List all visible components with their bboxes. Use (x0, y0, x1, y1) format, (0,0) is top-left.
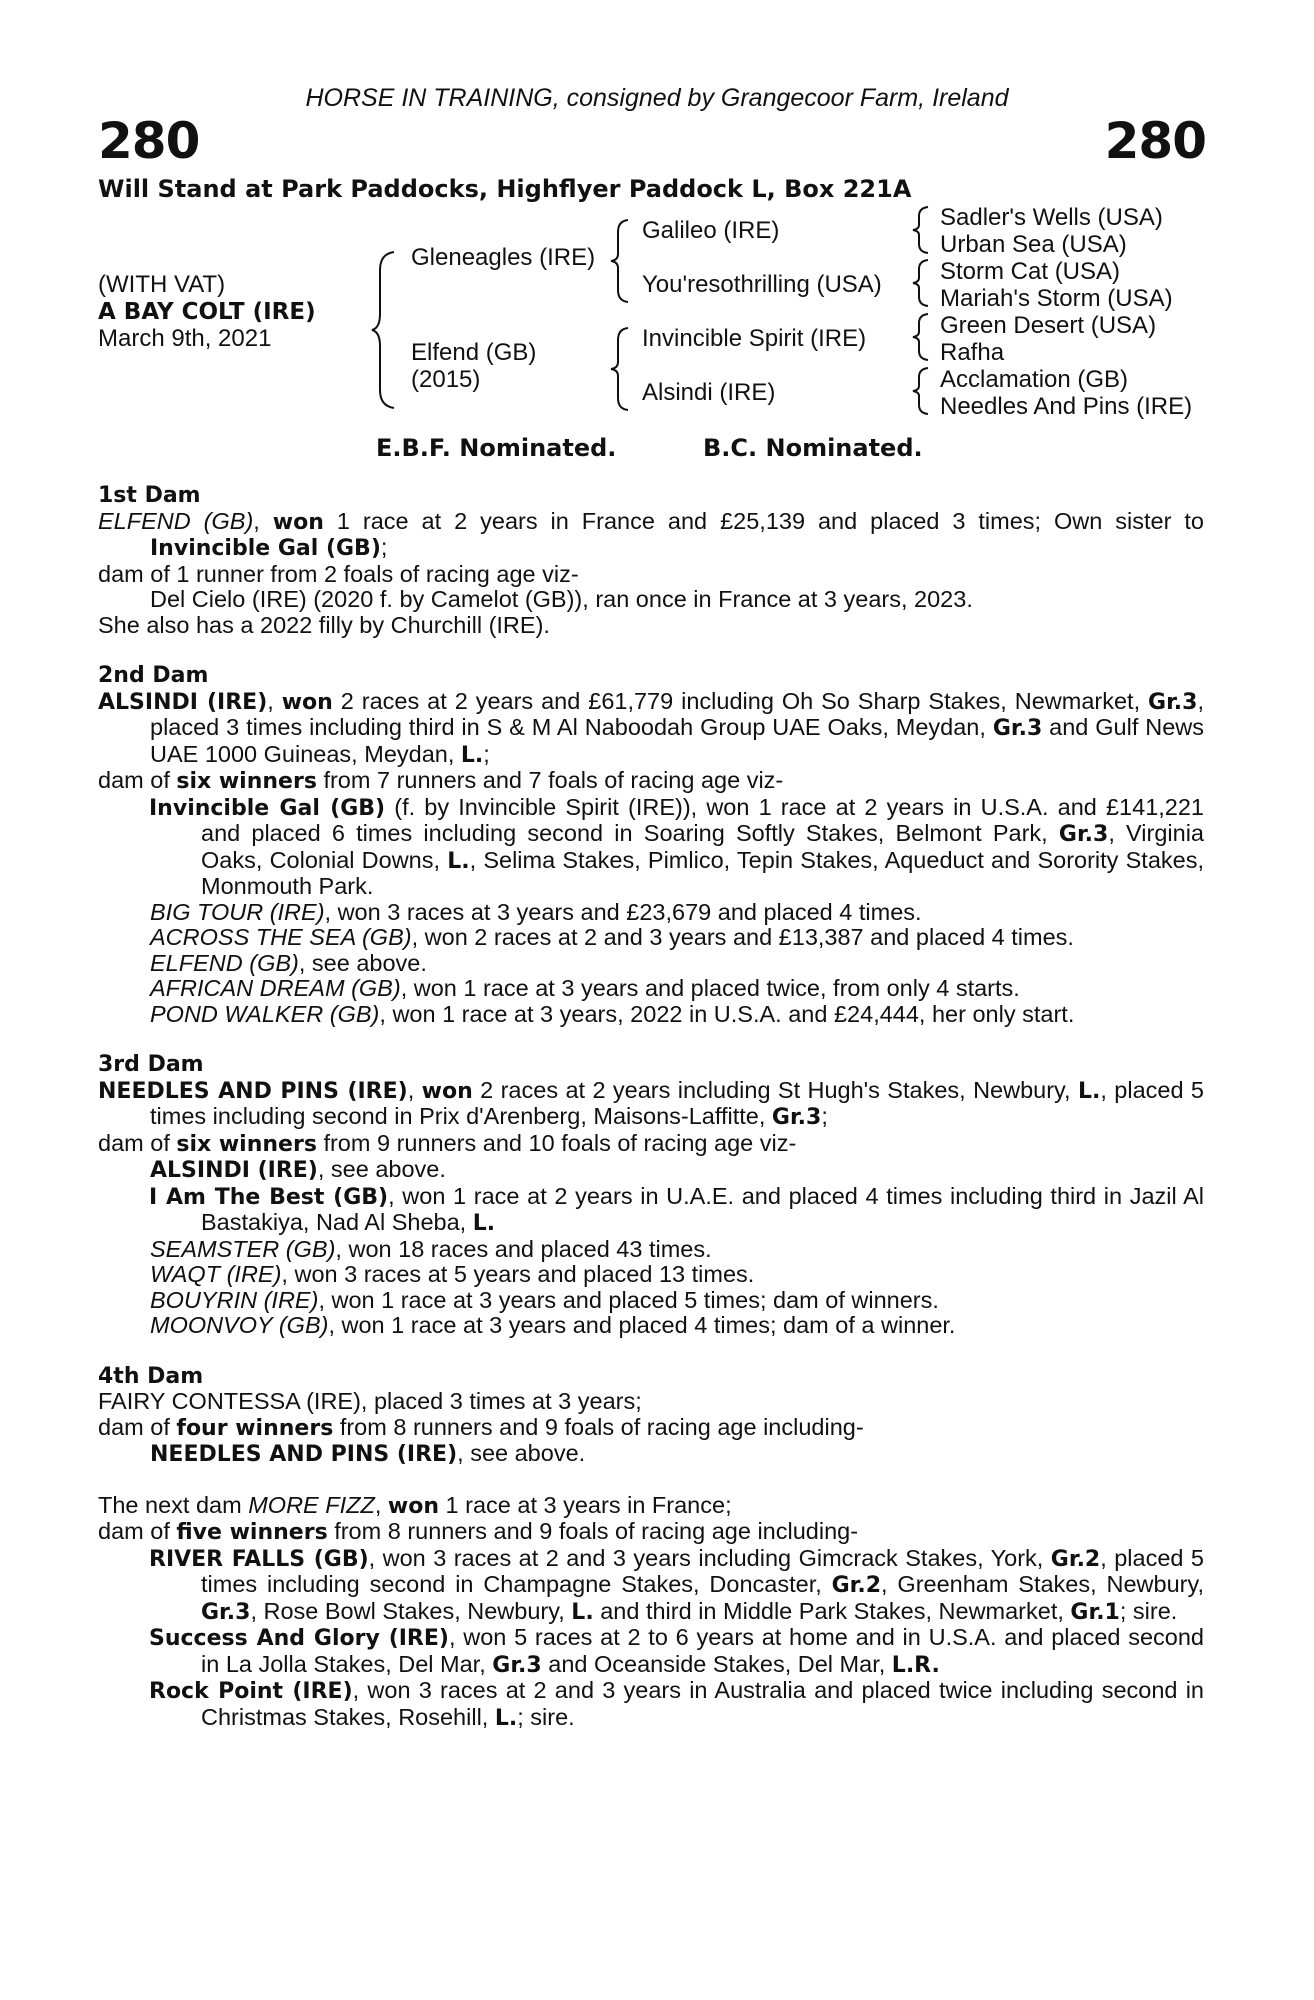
progeny-entry: Success And Glory (IRE), won 5 races at 2 to 6 years at home and in U.S.A. and placed second in La Jolla Stakes, Del Mar, Gr.3 and Oceanside Stakes, Del Mar, L.R. (149, 1624, 1204, 1678)
gen3-ancestor: Storm Cat (USA) (940, 258, 1121, 285)
pedigree-brace-gen1 (370, 250, 400, 410)
pedigree-brace-3c (910, 312, 932, 362)
horse-name: ELFEND (GB) (98, 507, 254, 534)
dam-dam: Alsindi (IRE) (642, 379, 776, 406)
third-dam-record: NEEDLES AND PINS (IRE), won 2 races at 2 years including St Hugh's Stakes, Newbury, L., placed 5 times including second in Prix d'Arenberg, Maisons-Laffitte, Gr.3; (98, 1076, 1204, 1130)
gen3-ancestor: Urban Sea (USA) (940, 231, 1127, 258)
dam-name: Elfend (GB) (411, 339, 537, 366)
first-dam-produce-summary: dam of 1 runner from 2 foals of racing age viz- (98, 560, 579, 587)
consignment-line: HORSE IN TRAINING, consigned by Grangecoor Farm, Ireland (305, 84, 1009, 112)
progeny-entry: ALSINDI (IRE), see above. (150, 1156, 446, 1183)
progeny-entry: AFRICAN DREAM (GB), won 1 race at 3 years and placed twice, from only 4 starts. (150, 975, 1020, 1001)
progeny-entry: SEAMSTER (GB), won 18 races and placed 43 times. (150, 1235, 712, 1262)
progeny-entry: BOUYRIN (IRE), won 1 race at 3 years and placed 5 times; dam of winners. (150, 1286, 939, 1313)
fourth-dam-record: FAIRY CONTESSA (IRE), placed 3 times at 3 years; (98, 1388, 642, 1414)
lot-number-left: 280 (98, 112, 200, 170)
pedigree-brace-3a (910, 205, 932, 255)
progeny-entry: ACROSS THE SEA (GB), won 2 races at 2 and 3 years and £13,387 and placed 4 times. (150, 924, 1074, 950)
progeny-entry: I Am The Best (GB), won 1 race at 2 years in U.A.E. and placed 4 times including third in Jazil Al Bastakiya, Nad Al Sheba, L. (149, 1182, 1204, 1236)
progeny-entry: ELFEND (GB), see above. (150, 949, 427, 976)
sire-sire: Galileo (IRE) (642, 217, 780, 244)
fourth-dam-heading: 4th Dam (98, 1363, 204, 1389)
horse-name: NEEDLES AND PINS (IRE) (98, 1078, 408, 1104)
pedigree-brace-sire (608, 218, 632, 304)
sire-dam: You'resothrilling (USA) (642, 271, 882, 298)
dam-sire: Invincible Spirit (IRE) (642, 325, 867, 352)
fourth-dam-produce-summary: dam of four winners from 8 runners and 9 foals of racing age including- (98, 1413, 864, 1441)
standing-location: Will Stand at Park Paddocks, Highflyer Paddock L, Box 221A (98, 175, 912, 203)
won-label: won (272, 509, 324, 535)
progeny-entry: POND WALKER (GB), won 1 race at 3 years, 2022 in U.S.A. and £24,444, her only start. (150, 1000, 1075, 1027)
horse-name: ALSINDI (IRE) (98, 689, 268, 715)
pedigree-brace-dam (608, 326, 632, 412)
second-dam-heading: 2nd Dam (98, 663, 209, 688)
gen3-ancestor: Needles And Pins (IRE) (940, 393, 1193, 420)
dam-history (98, 483, 1204, 1731)
gen3-ancestor: Acclamation (GB) (940, 366, 1129, 393)
third-dam-heading: 3rd Dam (98, 1052, 204, 1077)
second-dam-record: ALSINDI (IRE), won 2 races at 2 years and £61,779 including Oh So Sharp Stakes, Newmarket, Gr.3, placed 3 times including third in S & M Al Naboodah Group UAE Oaks, Meydan, Gr.3 and Gulf News UAE 1000 Guineas, Meydan, L.; (98, 687, 1205, 768)
pedigree-brace-3b (910, 258, 932, 308)
next-dam-record: The next dam MORE FIZZ, won 1 race at 3 years in France; (98, 1491, 732, 1519)
lot-number-right: 280 (1104, 112, 1206, 170)
progeny-entry: Invincible Gal (GB) (f. by Invincible Spirit (IRE)), won 1 race at 2 years in U.S.A. and £141,221 and placed 6 times including second in Soaring Softly Stakes, Belmont Park, Gr.3, Virginia Oaks, Colonial Downs, L., Selima Stakes, Pimlico, Tepin Stakes, Aqueduct and Sorority Stakes, Monmouth Park. (149, 793, 1205, 899)
pedigree-brace-3d (910, 366, 932, 416)
first-dam-record: ELFEND (GB), won 1 race at 2 years in France and £25,139 and placed 3 times; Own sister to Invincible Gal (GB); (98, 507, 1204, 561)
progeny-entry: NEEDLES AND PINS (IRE), see above. (150, 1440, 586, 1467)
sire-name: Gleneagles (IRE) (411, 244, 596, 271)
dam-year: (2015) (411, 366, 481, 393)
foaling-date: March 9th, 2021 (98, 325, 272, 352)
vat-label: (WITH VAT) (98, 271, 226, 298)
first-dam-heading: 1st Dam (98, 483, 201, 508)
horse-description: A BAY COLT (IRE) (98, 299, 316, 325)
next-dam-produce-summary: dam of five winners from 8 runners and 9 foals of racing age including- (98, 1518, 859, 1545)
second-dam-produce-summary: dam of six winners from 7 runners and 7 foals of racing age viz- (98, 767, 784, 794)
bc-nomination: B.C. Nominated. (703, 434, 923, 462)
first-dam-progeny: Del Cielo (IRE) (2020 f. by Camelot (GB)), ran once in France at 3 years, 2023. (150, 586, 973, 612)
gen3-ancestor: Sadler's Wells (USA) (940, 204, 1163, 231)
ebf-nomination: E.B.F. Nominated. (376, 434, 617, 462)
first-dam-note: She also has a 2022 filly by Churchill (IRE). (98, 611, 550, 638)
gen3-ancestor: Rafha (940, 339, 1005, 366)
progeny-entry: BIG TOUR (IRE), won 3 races at 3 years and £23,679 and placed 4 times. (150, 898, 922, 925)
gen3-ancestor: Mariah's Storm (USA) (940, 285, 1173, 312)
third-dam-produce-summary: dam of six winners from 9 runners and 10 foals of racing age viz- (98, 1129, 797, 1157)
gen3-ancestor: Green Desert (USA) (940, 312, 1157, 339)
horse-name: Invincible Gal (GB) (150, 536, 381, 561)
progeny-entry: Rock Point (IRE), won 3 races at 2 and 3 years in Australia and placed twice including second in Christmas Stakes, Rosehill, L.; sire. (149, 1677, 1204, 1731)
progeny-entry: MOONVOY (GB), won 1 race at 3 years and placed 4 times; dam of a winner. (150, 1312, 956, 1338)
progeny-entry: RIVER FALLS (GB), won 3 races at 2 and 3 years including Gimcrack Stakes, York, Gr.2, placed 5 times including second in Champagne Stakes, Doncaster, Gr.2, Greenham Stakes, Newbury, Gr.3, Rose Bowl Stakes, Newbury, L. and third in Middle Park Stakes, Newmarket, Gr.1; sire. (149, 1544, 1205, 1625)
progeny-entry: WAQT (IRE), won 3 races at 5 years and placed 13 times. (150, 1261, 755, 1287)
